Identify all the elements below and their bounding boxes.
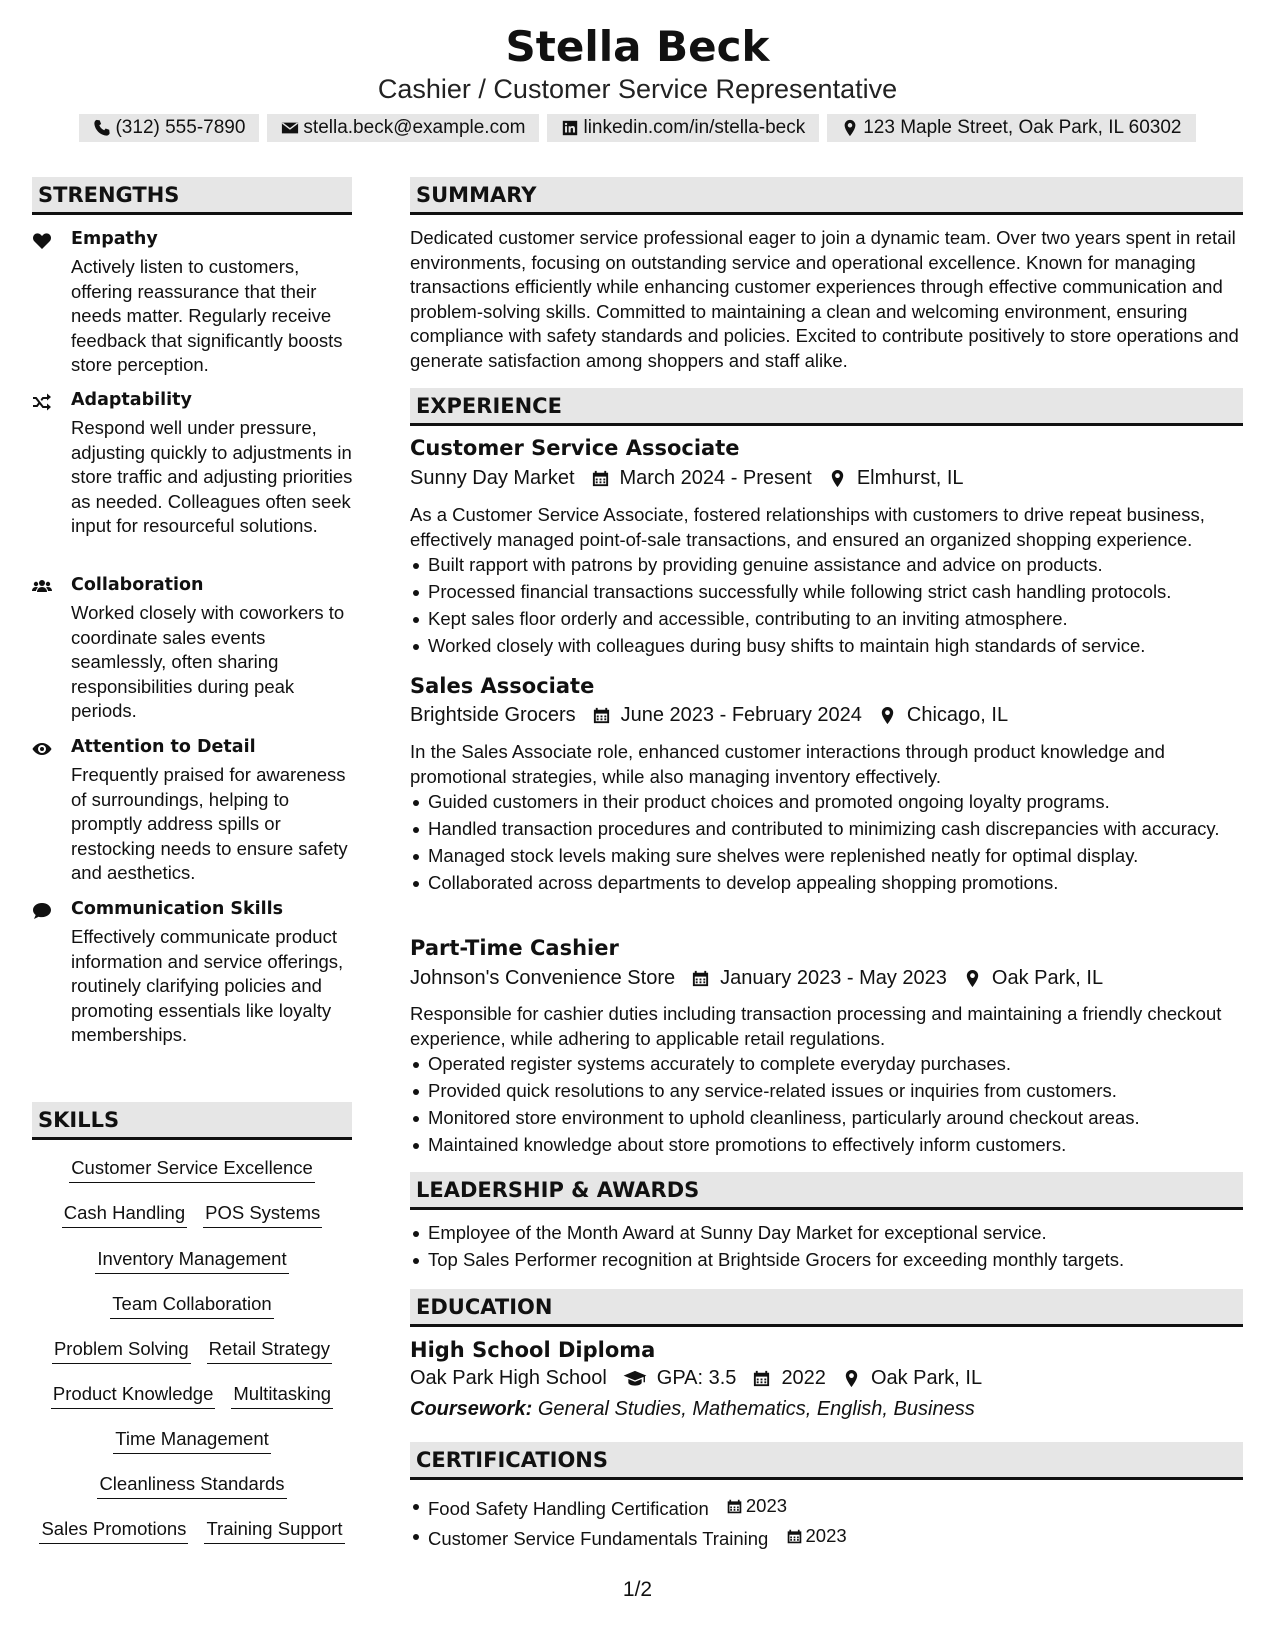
candidate-title: Cashier / Customer Service Representative — [377, 74, 898, 104]
strength-title: Adaptability — [71, 390, 192, 410]
education-heading: EDUCATION — [410, 1289, 1243, 1327]
bullet-item: Top Sales Performer recognition at Brightside Grocers for exceeding monthly targets. — [428, 1248, 1261, 1273]
skills-row — [32, 1248, 352, 1274]
job-title: Sales Associate — [410, 674, 595, 698]
bullet-item: Provided quick resolutions to any service-related issues or inquiries from customers. — [428, 1079, 1261, 1104]
job-location: Elmhurst, IL — [856, 467, 964, 489]
skills-heading: SKILLS — [32, 1102, 352, 1140]
map-pin-icon — [963, 969, 982, 988]
calendar-icon — [726, 1498, 743, 1515]
coursework-line — [410, 1398, 975, 1421]
bullet-item: Built rapport with patrons by providing genuine assistance and advice on products. — [428, 553, 1261, 578]
job-title: Part-Time Cashier — [410, 936, 619, 960]
bullet-item: Employee of the Month Award at Sunny Day Market for exceptional service. — [428, 1221, 1261, 1246]
candidate-name: Stella Beck — [505, 22, 770, 71]
skills-row — [32, 1157, 352, 1183]
graduation-cap-icon — [623, 1369, 647, 1388]
certification-date — [786, 1524, 847, 1549]
strength-desc: Worked closely with coworkers to coordinate sales events seamlessly, often sharing responsibilities during peak periods. — [71, 602, 345, 721]
skill-tag: Inventory Management — [95, 1248, 288, 1274]
skill-tag: Cash Handling — [62, 1202, 187, 1228]
contact-bar — [0, 114, 1275, 142]
school-name: Oak Park High School — [410, 1367, 607, 1389]
skills-row — [32, 1473, 352, 1499]
summary-text: Dedicated customer service professional eager to join a dynamic team. Over two years spent in retail environments, focusing on outstanding service and operational excellence. Known for managing transactions efficiently while enhancing customer experiences through effective communication and problem-solving skills. Committed to maintaining a clean and welcoming environment, ensuring compliance with safety standards and policies. Excited to contribute positively to store operations and generate satisfaction among shoppers and staff alike. — [410, 227, 1239, 371]
bullet-item: Handled transaction procedures and contributed to minimizing cash discrepancies with accuracy. — [428, 817, 1261, 842]
coursework-list: General Studies, Mathematics, English, Business — [537, 1398, 975, 1420]
degree-title: High School Diploma — [410, 1338, 656, 1362]
certification-date — [726, 1494, 787, 1519]
skill-tag: POS Systems — [203, 1202, 322, 1228]
job-meta — [410, 704, 1008, 727]
leadership-bullets — [410, 1221, 1261, 1275]
email-text: stella.beck@example.com — [303, 117, 526, 138]
education-meta — [410, 1367, 982, 1390]
strength-title: Attention to Detail — [71, 737, 256, 757]
job-location: Oak Park, IL — [991, 967, 1104, 989]
map-pin-icon — [828, 469, 847, 488]
certifications-heading: CERTIFICATIONS — [410, 1442, 1243, 1480]
email-chip[interactable] — [267, 114, 539, 142]
envelope-icon — [281, 119, 299, 137]
certification-name: Customer Service Fundamentals Training — [428, 1527, 769, 1549]
calendar-icon — [786, 1528, 803, 1545]
job-dates: January 2023 - May 2023 — [720, 967, 947, 989]
skill-tag: Cleanliness Standards — [97, 1473, 286, 1499]
map-pin-icon — [878, 706, 897, 725]
heart-icon — [32, 231, 54, 251]
bullet-item: Kept sales floor orderly and accessible, contributing to an inviting atmosphere. — [428, 607, 1261, 632]
certification-item — [428, 1524, 1261, 1551]
job-dates: March 2024 - Present — [619, 467, 812, 489]
bullet-item: Processed financial transactions successfully while following strict cash handling protocols. — [428, 580, 1261, 605]
certification-year: 2023 — [805, 1524, 847, 1546]
job-company: Johnson's Convenience Store — [410, 967, 676, 989]
bullet-item: Monitored store environment to uphold cleanliness, particularly around checkout areas. — [428, 1106, 1261, 1131]
map-pin-icon — [842, 1369, 861, 1388]
job-company: Sunny Day Market — [410, 467, 575, 489]
calendar-icon — [592, 706, 611, 725]
skills-row — [32, 1383, 352, 1409]
job-bullets — [410, 553, 1261, 661]
strength-desc: Effectively communicate product information and service offerings, routinely clarifying policies and promoting essentials like loyalty memberships. — [71, 926, 344, 1045]
map-pin-icon — [841, 119, 859, 137]
bullet-item: Worked closely with colleagues during busy shifts to maintain high standards of service. — [428, 634, 1261, 659]
skill-tag: Multitasking — [231, 1383, 333, 1409]
address-text: 123 Maple Street, Oak Park, IL 60302 — [863, 117, 1182, 138]
graduation-year: 2022 — [781, 1367, 826, 1389]
strength-title: Collaboration — [71, 575, 204, 595]
phone-icon — [93, 119, 111, 137]
gpa: GPA: 3.5 — [656, 1367, 737, 1389]
job-description: As a Customer Service Associate, fostered relationships with customers to drive repeat business, effectively managed point-of-sale transactions, and ensured an organized shopping experience. — [410, 504, 1205, 550]
coursework-label: Coursework: — [410, 1398, 533, 1420]
certification-list — [410, 1494, 1261, 1554]
skills-row — [32, 1293, 352, 1319]
linkedin-text: linkedin.com/in/stella-beck — [583, 117, 806, 138]
job-title: Customer Service Associate — [410, 436, 740, 460]
strength-title: Communication Skills — [71, 899, 284, 919]
strength-title: Empathy — [71, 229, 158, 249]
strengths-heading: STRENGTHS — [32, 177, 352, 215]
job-description: In the Sales Associate role, enhanced customer interactions through product knowledge and promotional strategies, while also managing inventory effectively. — [410, 741, 1165, 787]
bullet-item: Managed stock levels making sure shelves were replenished neatly for optimal display. — [428, 844, 1261, 869]
skill-tag: Retail Strategy — [207, 1338, 332, 1364]
strength-desc: Actively listen to customers, offering reassurance that their needs matter. Regularly receive feedback that significantly boosts store perception. — [71, 256, 343, 375]
page-number: 1/2 — [622, 1578, 653, 1601]
summary-heading: SUMMARY — [410, 177, 1243, 215]
speech-bubble-icon — [32, 901, 54, 921]
calendar-icon — [752, 1369, 771, 1388]
skill-tag: Problem Solving — [52, 1338, 191, 1364]
school-location: Oak Park, IL — [870, 1367, 983, 1389]
skills-row — [32, 1428, 352, 1454]
certification-year: 2023 — [745, 1495, 788, 1516]
experience-heading: EXPERIENCE — [410, 388, 1243, 426]
strength-desc: Respond well under pressure, adjusting quickly to adjustments in store traffic and adjusting priorities as needed. Colleagues often seek input for resourceful solutions. — [71, 417, 353, 536]
calendar-icon — [691, 969, 710, 988]
job-bullets — [410, 790, 1261, 898]
strength-desc: Frequently praised for awareness of surroundings, helping to promptly address spills or restocking needs to ensure safety and aesthetics. — [71, 764, 348, 883]
eye-icon — [32, 739, 54, 759]
skills-row — [32, 1202, 352, 1228]
bullet-item: Operated register systems accurately to complete everyday purchases. — [428, 1052, 1261, 1077]
certification-name: Food Safety Handling Certification — [428, 1497, 709, 1519]
job-location: Chicago, IL — [906, 704, 1009, 726]
job-meta — [410, 967, 1103, 990]
phone-text: (312) 555-7890 — [115, 117, 246, 138]
job-description: Responsible for cashier duties including transaction processing and maintaining a friendly checkout experience, while adhering to applicable retail regulations. — [410, 1003, 1222, 1049]
job-meta — [410, 467, 964, 490]
skill-tag: Customer Service Excellence — [69, 1157, 315, 1183]
certification-item — [428, 1494, 1261, 1521]
job-company: Brightside Grocers — [410, 704, 576, 726]
skills-row — [32, 1338, 352, 1364]
address-chip[interactable] — [827, 114, 1195, 142]
shuffle-icon — [32, 392, 54, 412]
bullet-item: Guided customers in their product choices and promoted ongoing loyalty programs. — [428, 790, 1261, 815]
skill-tag: Training Support — [204, 1518, 344, 1544]
leadership-heading: LEADERSHIP & AWARDS — [410, 1172, 1243, 1210]
skill-tag: Sales Promotions — [39, 1518, 188, 1544]
job-bullets — [410, 1052, 1261, 1160]
bullet-item: Collaborated across departments to develop appealing shopping promotions. — [428, 871, 1261, 896]
users-icon — [32, 577, 54, 597]
calendar-icon — [591, 469, 610, 488]
job-dates: June 2023 - February 2024 — [620, 704, 862, 726]
skill-tag: Team Collaboration — [110, 1293, 273, 1319]
bullet-item: Maintained knowledge about store promotions to effectively inform customers. — [428, 1133, 1261, 1158]
linkedin-chip[interactable] — [547, 114, 819, 142]
skill-tag: Time Management — [113, 1428, 271, 1454]
linkedin-icon — [561, 119, 579, 137]
skill-tag: Product Knowledge — [51, 1383, 215, 1409]
skills-row — [32, 1518, 352, 1544]
phone-chip[interactable] — [79, 114, 259, 142]
